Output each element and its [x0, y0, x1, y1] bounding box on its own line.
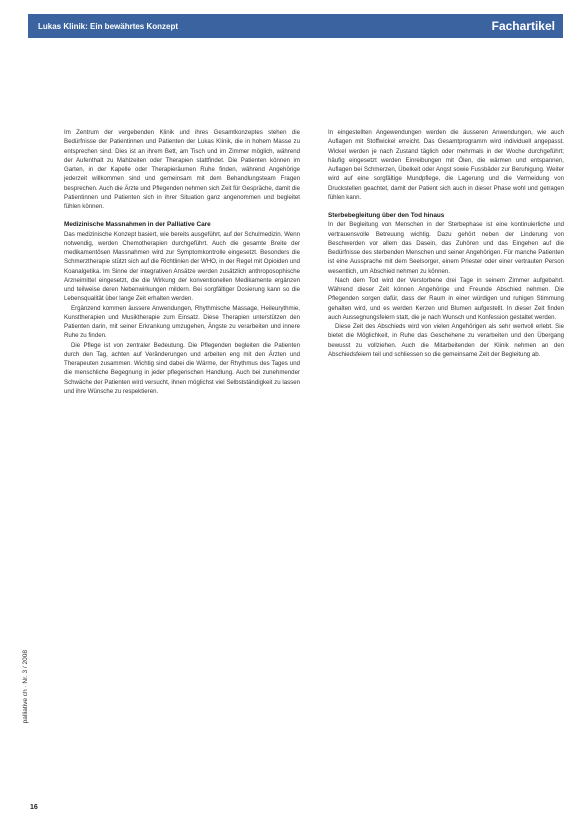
left-paragraph-3: Die Pflege ist von zentraler Bedeutung. Die Pflegenden begleiten die Patienten durch den Tag, achten auf Veränderungen und arbeiten eng mit den Ärzten und Therapeuten zusammen. Wichtig sind dabei die Wärme, der Rhythmus des Tages und die menschliche Begegnung in jeder pflegerischen Handlung. Auch bei zunehmender Schwäche der Patienten wird versucht, ihnen möglichst viel Selbstständigkeit zu lassen und ihre Wünsche zu respektieren.: [64, 341, 300, 395]
right-paragraph-3: Diese Zeit des Abschieds wird von vielen Angehörigen als sehr wertvoll erlebt. Sie bietet die Möglichkeit, in Ruhe das Geschehene zu verarbeiten und den Übergang bewusst zu vollziehen. Auch die Mitarbeitenden der Klinik nehmen an den Abschiedsfeiern teil und schliessen so die gemeinsame Zeit der Begleitung ab.: [328, 323, 564, 358]
right-column: [328, 128, 564, 359]
left-paragraph-2: Ergänzend kommen äussere Anwendungen, Rhythmische Massage, Heileurythmie, Kunsttherapien und Musiktherapie zum Einsatz. Diese Therapien unterstützen den Patienten darin, mit seiner Erkrankung umzugehen, Ängste zu verarbeiten und innere Ruhe zu finden.: [64, 304, 300, 340]
page-header: [28, 14, 563, 38]
right-paragraph-2: Nach dem Tod wird der Verstorbene drei Tage in seinem Zimmer aufgebahrt. Während dieser Zeit können Angehörige und Freunde Abschied nehmen. Die Pflegenden sorgen dafür, dass der Raum in einer würdigen und ruhigen Stimmung gehalten wird, und es werden Kerzen und Blumen aufgestellt. In dieser Zeit finden auch Aussegnungsfeiern statt, die je nach Wunsch und Konfession gestaltet werden.: [328, 276, 564, 321]
left-paragraph-1: Das medizinische Konzept basiert, wie bereits ausgeführt, auf der Schulmedizin. Wenn notwendig, werden Chemotherapien durchgeführt. Auch die gesamte Breite der medikamentösen Massnahmen wird zur Symptomkontrolle eingesetzt. Besonders die Schmerztherapie stützt sich auf die Richtlinien der WHO, in der Regel mit Opioiden und Koanalgetika. Im Sinne der integrativen Ansätze werden zusätzlich anthroposophische Arzneimittel eingesetzt, die die Wirkung der konventionellen Medikamente ergänzen und teilweise deren Nebenwirkungen mildern. Bei sorgfältiger Dosierung kann so die Lebensqualität über lange Zeit erhalten werden.: [64, 230, 300, 303]
journal-sidebar: [22, 650, 34, 770]
header-section-label: Fachartikel: [491, 19, 555, 33]
left-intro-paragraph: Im Zentrum der vergebenden Klinik und ihres Gesamtkonzeptes stehen die Bedürfnisse der Patientinnen und Patienten der Lukas Klinik, die in hohem Masse zu entsprechen sind. Dies ist an ihrem Bett, am Tisch und im Zimmer möglich, während der Aufenthalt zu Mahlzeiten oder Therapien stattfindet. Die Patienten können im Garten, in der Kapelle oder Therapieräumen Ruhe finden, während Angehörige jederzeit willkommen sind und gemeinsam mit dem Behandlungsteam Fragen besprechen. Auch die Ärzte und Pflegenden nehmen sich Zeit für Gespräche, damit die Patientinnen und Patienten sich in ihrer Situation ganz angenommen und begleitet fühlen können.: [64, 129, 300, 210]
left-column: [64, 128, 300, 396]
header-article-title: Lukas Klinik: Ein bewährtes Konzept: [38, 21, 179, 31]
right-intro-paragraph: In eingestellten Angewendungen werden die äusseren Anwendungen, wie auch Auflagen mit Stoffwickel erreicht. Das Gesamtprogramm wird individuell angepasst. Wickel werden je nach Zustand täglich oder mehrmals in der Woche durchgeführt; häufig eingesetzt werden Einreibungen mit Ölen, die wärmen und entspannen, Auflagen bei Schmerzen, Übelkeit oder Angst sowie Fussbäder zur Beruhigung. Weiter wird auf eine sorgfältige Mundpflege, die Lagerung und die Vermeidung von Druckstellen geachtet, damit der Patient sich auch in dieser Phase wohl und getragen fühlen kann.: [328, 129, 564, 201]
page-number: 16: [30, 804, 38, 811]
heading-end-of-life-care: Sterbebegleitung über den Tod hinaus: [328, 212, 445, 219]
heading-medical-measures: Medizinische Massnahmen in der Palliative Care: [64, 221, 211, 229]
right-paragraph-1: In der Begleitung von Menschen in der Sterbephase ist eine kontinuierliche und vertrauensvolle Betreuung wichtig. Dazu gehört neben der Linderung von Beschwerden vor allem das Dasein, das Zuhören und das Eingehen auf die Bedürfnisse des sterbenden Menschen und seiner Angehörigen. Für manche Patienten ist eine Aussprache mit dem Seelsorger, einem Priester oder einer vertrauten Person wesentlich, um Abschied nehmen zu können.: [328, 221, 564, 275]
journal-issue-label: palliative ch · Nr. 3 / 2008: [22, 650, 29, 724]
